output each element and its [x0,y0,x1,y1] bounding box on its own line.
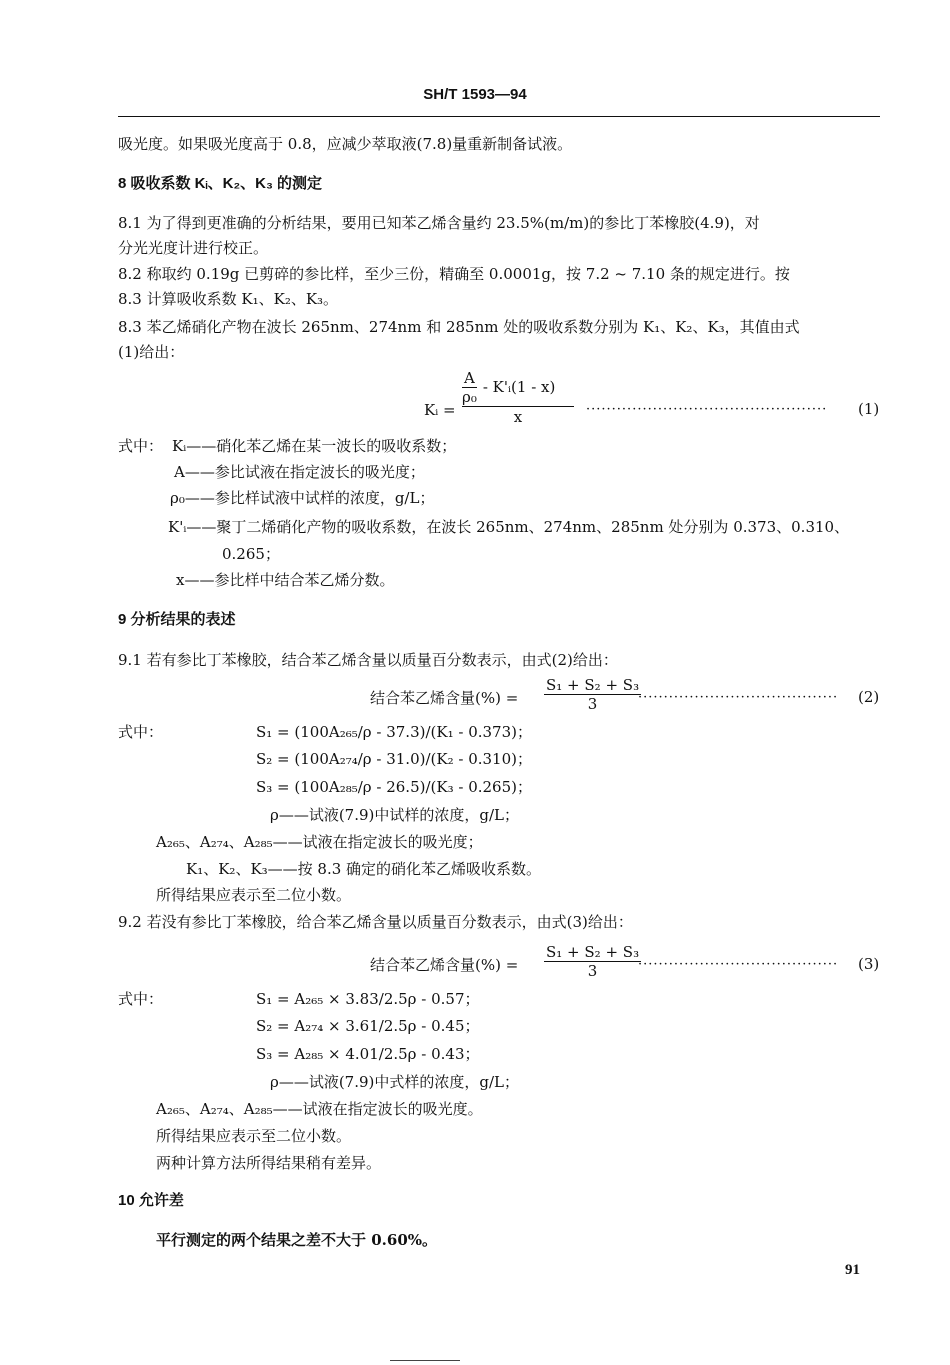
para-8-1-line1: 8.1 为了得到更准确的分析结果，要用已知苯乙烯含量约 23.5%(m/m)的参比丁苯橡胶(4.9)，对 [118,214,760,232]
eq2-number: (2) [858,688,880,706]
eq1-inner-denominator: ρ₀ [462,387,477,406]
eq1-inner-fraction [462,369,477,406]
eq2-numerator: S₁ + S₂ + S₃ [546,676,640,694]
para-8-3-line1: 8.3 苯乙烯硝化产物在波长 265nm、274nm 和 285nm 处的吸收系数分别为 K₁、K₂、K₃，其值由式 [118,318,800,336]
header-rule [118,116,880,117]
eq3-denominator: 3 [587,962,598,980]
eq3-fraction [544,943,641,980]
formula-s3-ref: S₃ = (100A₂₈₅/ρ - 26.5)/(K₃ - 0.265)； [256,778,532,796]
note-decimals-9-2: 所得结果应表示至二位小数。 [156,1127,352,1145]
page-number: 91 [845,1262,860,1278]
where-label-3: 式中： [118,990,164,1008]
section-8-heading: 8 吸收系数 Kᵢ、K₂、K₃ 的测定 [118,175,323,192]
def-a: A——参比试液在指定波长的吸光度； [174,463,425,481]
formula-s3-noref: S₃ = A₂₈₅ × 4.01/2.5ρ - 0.43； [256,1045,480,1063]
para-8-2-line2: 8.3 计算吸收系数 K₁、K₂、K₃。 [118,290,339,308]
eq3-number: (3) [858,955,880,973]
def-rho0: ρ₀——参比样试液中试样的浓度，g/L； [170,489,435,507]
section-9-heading: 9 分析结果的表述 [118,611,236,628]
def-x: x——参比样中结合苯乙烯分数。 [176,571,395,589]
para-8-1-line2: 分光光度计进行校正。 [118,239,269,257]
para-8-2-line1: 8.2 称取约 0.19g 已剪碎的参比样，至少三份，精确至 0.0001g，按 7.2 ~ 7.10 条的规定进行。按 [118,265,790,283]
para-9-1: 9.1 若有参比丁苯橡胶，结合苯乙烯含量以质量百分数表示，由式(2)给出： [118,651,618,669]
def-ki: Kᵢ——硝化苯乙烯在某一波长的吸收系数； [172,437,457,455]
intro-paragraph: 吸光度。如果吸光度高于 0.8，应减少萃取液(7.8)量重新制备试液。 [118,135,573,153]
document-code-header: SH/T 1593—94 [423,86,527,103]
eq1-numerator-rest: - K'ᵢ(1 - x) [482,378,556,396]
formula-s1-ref: S₁ = (100A₂₆₅/ρ - 37.3)/(K₁ - 0.373)； [256,723,532,741]
formula-s2-ref: S₂ = (100A₂₇₄/ρ - 31.0)/(K₂ - 0.310)； [256,750,532,768]
note-difference: 两种计算方法所得结果稍有差异。 [156,1154,382,1172]
eq1-number: (1) [858,400,880,418]
where-label-2: 式中： [118,723,164,741]
eq1-leader-dots: ··············································· [586,402,828,417]
eq2-leader-dots: ······································· [638,690,839,705]
note-decimals-9-1: 所得结果应表示至二位小数。 [156,886,352,904]
eq3-numerator: S₁ + S₂ + S₃ [546,943,640,961]
eq2-lhs: 结合苯乙烯含量(%) = [370,689,519,707]
def-k-9-1: K₁、K₂、K₃——按 8.3 确定的硝化苯乙烯吸收系数。 [186,860,542,878]
section-10-heading: 10 允许差 [118,1192,184,1209]
eq2-fraction [544,676,641,713]
def-rho-9-1: ρ——试液(7.9)中试样的浓度，g/L； [270,806,519,824]
para-8-3-line2: (1)给出： [118,343,185,361]
eq2-denominator: 3 [587,695,598,713]
formula-s1-noref: S₁ = A₂₆₅ × 3.83/2.5ρ - 0.57； [256,990,480,1008]
def-k-prime-line2: 0.265； [222,545,280,563]
eq1-inner-numerator: A [464,368,475,387]
eq1-lhs: Kᵢ = [424,401,456,419]
formula-s2-noref: S₂ = A₂₇₄ × 3.61/2.5ρ - 0.45； [256,1017,480,1035]
para-9-2: 9.2 若没有参比丁苯橡胶，给合苯乙烯含量以质量百分数表示，由式(3)给出： [118,913,633,931]
def-k-prime-line1: K'ᵢ——聚丁二烯硝化产物的吸收系数，在波长 265nm、274nm、285nm 处分别为 0.373、0.310、 [168,518,850,536]
para-10-1: 平行测定的两个结果之差不大于 0.60%。 [156,1231,438,1249]
eq1-fraction [462,368,574,427]
def-rho-9-2: ρ——试液(7.9)中式样的浓度，g/L； [270,1073,519,1091]
footer-rule [390,1360,460,1361]
def-absorbance-9-2: A₂₆₅、A₂₇₄、A₂₈₅——试液在指定波长的吸光度。 [156,1100,483,1118]
def-absorbance-9-1: A₂₆₅、A₂₇₄、A₂₈₅——试液在指定波长的吸光度； [156,833,483,851]
eq1-denominator: x [462,406,574,427]
eq3-leader-dots: ······································· [638,957,839,972]
where-label-1: 式中： [118,437,164,455]
eq3-lhs: 结合苯乙烯含量(%) = [370,956,519,974]
